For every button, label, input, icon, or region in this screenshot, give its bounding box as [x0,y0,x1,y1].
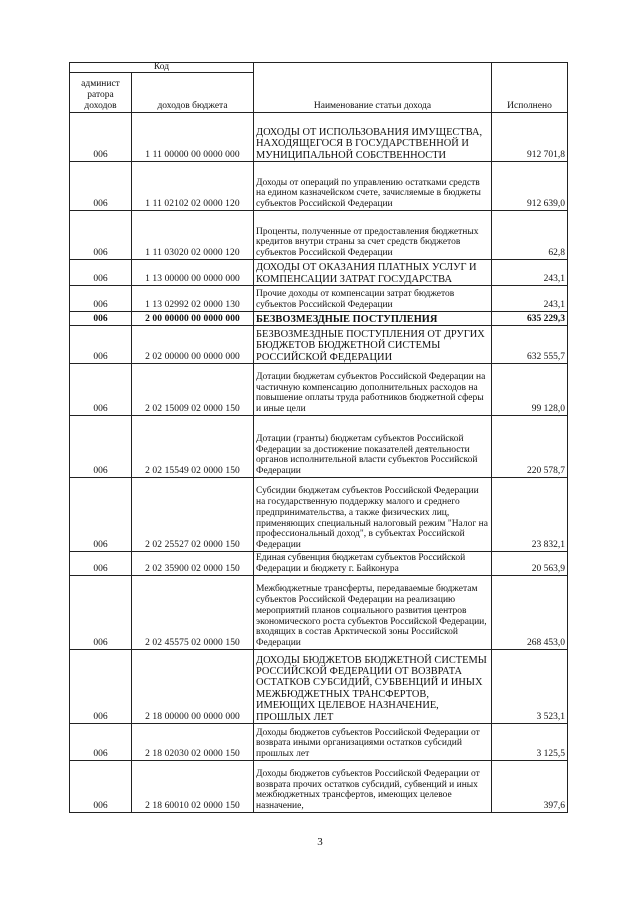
table-row [70,416,568,478]
budget-code-cell: 2 18 00000 00 0000 000 [132,650,254,724]
item-name-cell: ДОХОДЫ ОТ ИСПОЛЬЗОВАНИЯ ИМУЩЕСТВА, НАХОДЯЩЕГОСЯ В ГОСУДАРСТВЕННОЙ И МУНИЦИПАЛЬНОЙ СОБСТВЕННОСТИ [254,113,492,162]
admin-code-cell: 006 [70,724,132,761]
admin-code-cell: 006 [70,326,132,364]
amount-cell: 912 701,8 [492,113,568,162]
admin-column-header: админист ратора доходов [70,73,132,113]
amount-cell: 3 125,5 [492,724,568,761]
admin-code-cell: 006 [70,364,132,416]
admin-code-cell: 006 [70,211,132,260]
table-row [70,478,568,552]
revenue-table [69,62,568,813]
table-row [70,260,568,286]
admin-code-cell: 006 [70,113,132,162]
admin-code-cell: 006 [70,162,132,211]
name-column-header: Наименование статьи дохода [254,63,492,113]
admin-code-cell: 006 [70,650,132,724]
item-name-cell: ДОХОДЫ БЮДЖЕТОВ БЮДЖЕТНОЙ СИСТЕМЫ РОССИЙСКОЙ ФЕДЕРАЦИИ ОТ ВОЗВРАТА ОСТАТКОВ СУБСИДИЙ, СУБВЕНЦИЙ И ИНЫХ МЕЖБЮДЖЕТНЫХ ТРАНСФЕРТОВ, ИМЕЮЩИХ ЦЕЛЕВОЕ НАЗНАЧЕНИЕ, ПРОШЛЫХ ЛЕТ [254,650,492,724]
amount-cell: 99 128,0 [492,364,568,416]
amount-cell: 635 229,3 [492,312,568,326]
amount-cell: 243,1 [492,286,568,312]
item-name-cell: Дотации бюджетам субъектов Российской Федерации на частичную компенсацию дополнительных расходов на повышение оплаты труда работников бюджетной сферы и иные цели [254,364,492,416]
admin-code-cell: 006 [70,312,132,326]
admin-code-cell: 006 [70,286,132,312]
amount-cell: 220 578,7 [492,416,568,478]
item-name-cell: БЕЗВОЗМЕЗДНЫЕ ПОСТУПЛЕНИЯ [254,312,492,326]
amount-cell: 397,6 [492,761,568,813]
table-row [70,286,568,312]
admin-code-cell: 006 [70,416,132,478]
amount-column-header: Исполнено [492,63,568,113]
amount-cell: 268 453,0 [492,576,568,650]
table-row [70,364,568,416]
item-name-cell: Доходы от операций по управлению остатками средств на едином казначейском счете, зачисляемые в бюджеты субъектов Российской Федерации [254,162,492,211]
admin-code-cell: 006 [70,260,132,286]
table-row [70,650,568,724]
amount-cell: 632 555,7 [492,326,568,364]
budget-code-cell: 1 11 02102 02 0000 120 [132,162,254,211]
admin-code-cell: 006 [70,761,132,813]
budget-code-cell: 1 11 03020 02 0000 120 [132,211,254,260]
table-row [70,552,568,576]
code-group-header: Код [70,63,254,73]
admin-code-cell: 006 [70,552,132,576]
budget-code-cell: 2 18 60010 02 0000 150 [132,761,254,813]
item-name-cell: Доходы бюджетов субъектов Российской Федерации от возврата прочих остатков субсидий, субвенций и иных межбюджетных трансфертов, имеющих целевое назначение, [254,761,492,813]
budget-code-cell: 1 13 00000 00 0000 000 [132,260,254,286]
item-name-cell: Проценты, полученные от предоставления бюджетных кредитов внутри страны за счет средств бюджетов субъектов Российской Федерации [254,211,492,260]
item-name-cell: Прочие доходы от компенсации затрат бюджетов субъектов Российской Федерации [254,286,492,312]
budget-code-cell: 1 13 02992 02 0000 130 [132,286,254,312]
budget-code-cell: 2 02 35900 02 0000 150 [132,552,254,576]
table-row [70,761,568,813]
item-name-cell: ДОХОДЫ ОТ ОКАЗАНИЯ ПЛАТНЫХ УСЛУГ И КОМПЕНСАЦИИ ЗАТРАТ ГОСУДАРСТВА [254,260,492,286]
amount-cell: 912 639,0 [492,162,568,211]
admin-code-cell: 006 [70,576,132,650]
item-name-cell: Субсидии бюджетам субъектов Российской Федерации на государственную поддержку малого и среднего предпринимательства, а также физических лиц, применяющих специальный налоговый режим "Налог на профессиональный доход", в субъектах Российской Федерации [254,478,492,552]
table-row [70,211,568,260]
budget-code-cell: 2 18 02030 02 0000 150 [132,724,254,761]
budget-code-cell: 2 02 15009 02 0000 150 [132,364,254,416]
amount-cell: 243,1 [492,260,568,286]
budget-code-cell: 2 02 00000 00 0000 000 [132,326,254,364]
page-number: 3 [317,836,323,848]
item-name-cell: Доходы бюджетов субъектов Российской Федерации от возврата иными организациями остатков субсидий прошлых лет [254,724,492,761]
table-row [70,162,568,211]
admin-code-cell: 006 [70,478,132,552]
table-row [70,113,568,162]
item-name-cell: Дотации (гранты) бюджетам субъектов Российской Федерации за достижение показателей деятельности органов исполнительной власти субъектов Российской Федерации [254,416,492,478]
amount-cell: 62,8 [492,211,568,260]
item-name-cell: Межбюджетные трансферты, передаваемые бюджетам субъектов Российской Федерации на реализацию мероприятий планов социального развития центров экономического роста субъектов Российской Федерации, входящих в состав Арктической зоны Российской Федерации [254,576,492,650]
amount-cell: 23 832,1 [492,478,568,552]
table-row [70,326,568,364]
budget-code-cell: 1 11 00000 00 0000 000 [132,113,254,162]
item-name-cell: БЕЗВОЗМЕЗДНЫЕ ПОСТУПЛЕНИЯ ОТ ДРУГИХ БЮДЖЕТОВ БЮДЖЕТНОЙ СИСТЕМЫ РОССИЙСКОЙ ФЕДЕРАЦИИ [254,326,492,364]
item-name-cell: Единая субвенция бюджетам субъектов Российской Федерации и бюджету г. Байконура [254,552,492,576]
amount-cell: 20 563,9 [492,552,568,576]
table-row [70,312,568,326]
budget-code-cell: 2 00 00000 00 0000 000 [132,312,254,326]
table-row [70,724,568,761]
table-row [70,576,568,650]
budget-code-cell: 2 02 15549 02 0000 150 [132,416,254,478]
budget-income-column-header: доходов бюджета [132,73,254,113]
amount-cell: 3 523,1 [492,650,568,724]
budget-code-cell: 2 02 25527 02 0000 150 [132,478,254,552]
budget-code-cell: 2 02 45575 02 0000 150 [132,576,254,650]
